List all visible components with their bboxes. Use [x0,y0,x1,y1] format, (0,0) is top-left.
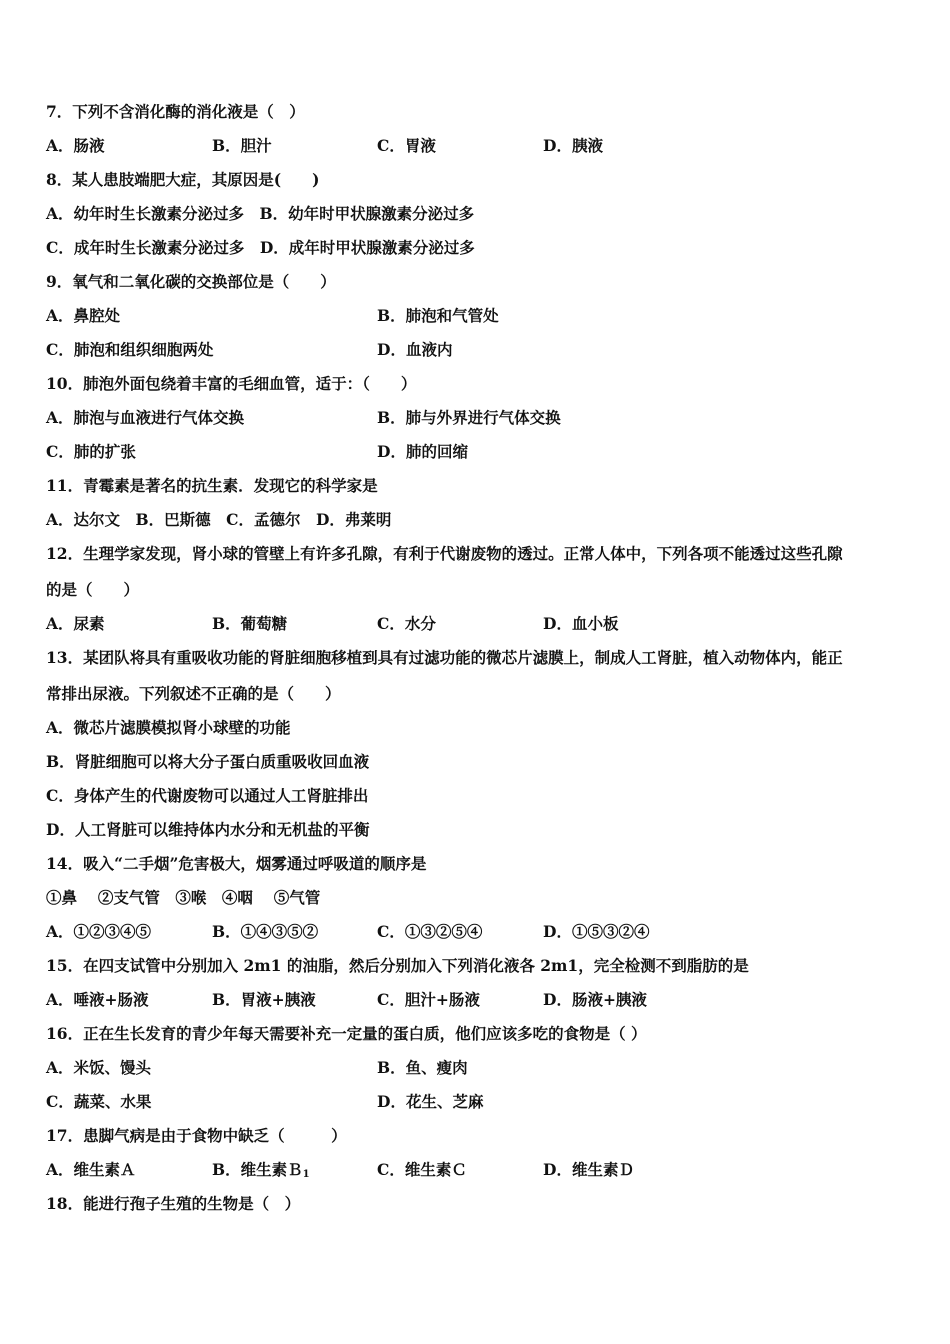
question-16: 16．正在生长发育的青少年每天需要补充一定量的蛋白质，他们应该多吃的食物是（ ） [46,1024,647,1043]
question-10: 10．肺泡外面包绕着丰富的毛细血管，适于：（ ） [46,374,417,393]
question-14: 14．吸入“二手烟”危害极大，烟雾通过呼吸道的顺序是 [46,854,427,873]
question-8-options-row2: C．成年时生长激素分泌过多 D．成年时甲状腺激素分泌过多 [46,238,475,257]
option-d: D．花生、芝麻 [377,1092,484,1111]
question-17-options [46,1160,906,1180]
question-10-options-row2 [46,442,906,462]
option-c: C．肺泡和组织细胞两处 [46,340,214,359]
question-9: 9．氧气和二氧化碳的交换部位是（ ） [46,272,336,291]
option-d: D．血液内 [377,340,453,359]
question-8: 8．某人患肢端肥大症，其原因是( ) [46,170,320,189]
question-16-options-row1 [46,1058,906,1078]
option-a: A．维生素Ａ [46,1160,136,1179]
option-c: C．胆汁+肠液 [377,990,480,1009]
question-9-options-row2 [46,340,906,360]
option-c: C．肺的扩张 [46,442,136,461]
question-7-options [46,136,906,156]
option-d: D．肠液+胰液 [543,990,647,1009]
option-b: B．①④③⑤② [212,922,319,941]
question-11: 11．青霉素是著名的抗生素．发现它的科学家是 [46,476,378,495]
option-c: C．①③②⑤④ [377,922,483,941]
option-c: C．胃液 [377,136,436,155]
option-d: D．①⑤③②④ [543,922,650,941]
question-14-options [46,922,906,942]
subscript: 1 [302,1169,310,1180]
option-a: A．肠液 [46,136,105,155]
question-12-cont: 的是（ ） [46,580,140,599]
option-b [212,1160,310,1185]
option-c: C．水分 [377,614,436,633]
option-b: B．胃液+胰液 [212,990,316,1009]
question-12-options [46,614,906,634]
question-13-option-c: C．身体产生的代谢废物可以通过人工肾脏排出 [46,786,369,805]
option-d: D．胰液 [543,136,603,155]
option-d: D．维生素Ｄ [543,1160,634,1179]
option-d: D．血小板 [543,614,619,633]
question-13-option-b: B．肾脏细胞可以将大分子蛋白质重吸收回血液 [46,752,370,771]
option-a: A．尿素 [46,614,105,633]
question-12: 12．生理学家发现，肾小球的管壁上有许多孔隙，有利于代谢废物的透过。正常人体中，下列各项不能透过这些孔隙 [46,544,843,563]
question-15: 15．在四支试管中分别加入 2m1 的油脂，然后分别加入下列消化液各 2m1，完全检测不到脂肪的是 [46,956,749,975]
question-16-options-row2 [46,1092,906,1112]
question-13-cont: 常排出尿液。下列叙述不正确的是（ ） [46,684,341,703]
option-b: B．胆汁 [212,136,272,155]
option-a: A．米饭、馒头 [46,1058,152,1077]
option-b: B．葡萄糖 [212,614,288,633]
question-7: 7．下列不含消化酶的消化液是（ ） [46,102,305,121]
option-d: D．肺的回缩 [377,442,468,461]
option-b: B．肺泡和气管处 [377,306,499,325]
question-14-items: ①鼻 ②支气管 ③喉 ④咽 ⑤气管 [46,888,321,907]
option-c: C．蔬菜、水果 [46,1092,152,1111]
question-15-options [46,990,906,1010]
option-a: A．鼻腔处 [46,306,121,325]
question-9-options-row1 [46,306,906,326]
question-13-option-d: D．人工肾脏可以维持体内水分和无机盐的平衡 [46,820,370,839]
option-b: B．鱼、瘦肉 [377,1058,468,1077]
question-13: 13．某团队将具有重吸收功能的肾脏细胞移植到具有过滤功能的微芯片滤膜上，制成人工肾脏，植入动物体内，能正 [46,648,843,667]
option-a: A．肺泡与血液进行气体交换 [46,408,245,427]
option-b-text: B．维生素Ｂ [212,1160,303,1179]
question-11-options: A．达尔文 B．巴斯德 C．孟德尔 D．弗莱明 [46,510,392,529]
option-b: B．肺与外界进行气体交换 [377,408,561,427]
question-8-options-row1: A．幼年时生长激素分泌过多 B．幼年时甲状腺激素分泌过多 [46,204,475,223]
question-13-option-a: A．微芯片滤膜模拟肾小球壁的功能 [46,718,291,737]
option-c: C．维生素Ｃ [377,1160,467,1179]
question-10-options-row1 [46,408,906,428]
option-a: A．唾液+肠液 [46,990,149,1009]
option-a: A．①②③④⑤ [46,922,152,941]
question-17: 17．患脚气病是由于食物中缺乏（ ） [46,1126,347,1145]
question-18: 18．能进行孢子生殖的生物是（ ） [46,1194,301,1213]
